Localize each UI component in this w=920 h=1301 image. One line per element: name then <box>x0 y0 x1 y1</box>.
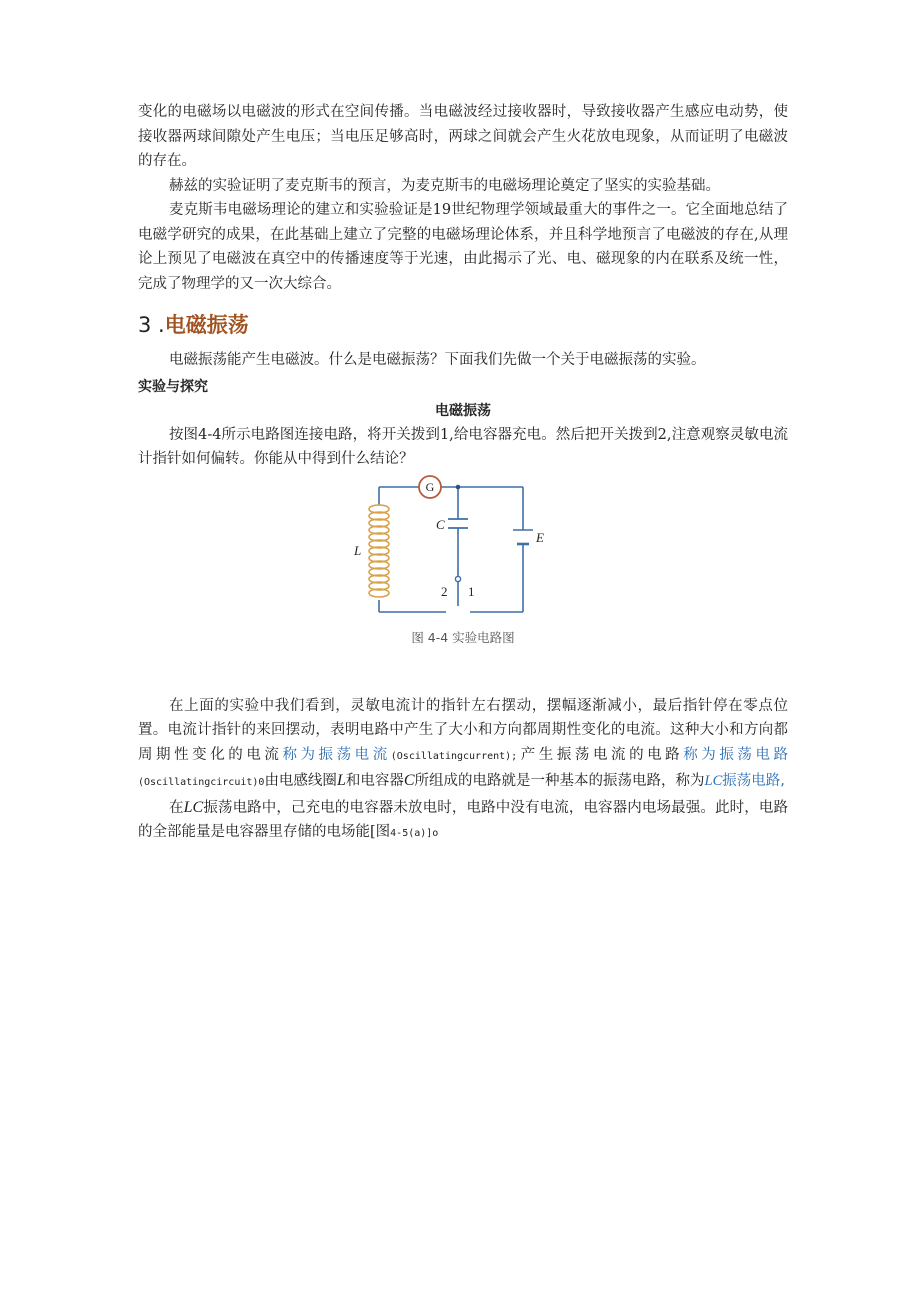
paragraph-hertz-experiment: 赫兹的实验证明了麦克斯韦的预言，为麦克斯韦的电磁场理论奠定了坚实的实验基础。 <box>169 177 720 194</box>
term-oscillating-current: 称为振荡电流 <box>282 746 391 763</box>
text-segment: 所组成的电路就是一种基本的振荡电路，称为 <box>414 773 705 789</box>
text-segment: 和电容器 <box>345 773 404 789</box>
paragraph-em-wave-propagation: 变化的电磁场以电磁波的形式在空间传播。当电磁波经过接收器时，导致接收器产生感应电动势，使接收器两球间隙处产生电压；当电压足够高时，两球之间就会产生火花放电现象，从而证明了电磁波的存在。 <box>138 104 788 169</box>
figure-caption: 图 4-4 实验电路图 <box>411 629 515 645</box>
paragraph-intro-oscillation: 电磁振荡能产生电磁波。什么是电磁振荡？下面我们先做一个关于电磁振荡的实验。 <box>169 352 706 368</box>
capacitor-icon <box>448 519 468 528</box>
label-e: E <box>536 529 544 545</box>
label-c: C <box>436 516 445 532</box>
section-number: 3 . <box>138 313 165 337</box>
term-oscillating-circuit: 称为振荡电路 <box>683 746 789 763</box>
experiment-label: 实验与探究 <box>138 378 208 395</box>
text-segment: 由电感线圈 <box>264 773 337 789</box>
circuit-diagram <box>354 478 558 623</box>
label-switch-2: 2 <box>441 583 448 599</box>
variable-l: L <box>336 772 346 789</box>
circuit-figure <box>138 478 788 668</box>
label-l: L <box>354 542 362 558</box>
document-page <box>138 100 788 847</box>
experiment-title: 电磁振荡 <box>435 402 491 419</box>
variable-lc: LC <box>183 798 204 816</box>
text-segment: 产生振荡电流的电路 <box>517 746 684 763</box>
figure-reference: 4-5(a)]o <box>390 828 439 839</box>
text-segment: 在 <box>169 799 184 816</box>
term-oscillating-circuit-en: (Oscillatingcircuit)0 <box>138 777 265 788</box>
paragraph-maxwell-theory: 麦克斯韦电磁场理论的建立和实验验证是19世纪物理学领域最重大的事件之一。它全面地总结了电磁学研究的成果，在此基础上建立了完整的电磁场理论体系，并且科学地预言了电磁波的存在,从理论上预见了电磁波在真空中的传播速度等于光速，由此揭示了光、电、磁现象的内在联系及统一性，完成了物理学的又一次大综合。 <box>138 202 788 292</box>
inductor-coil-icon <box>369 505 389 597</box>
term-lc: LC <box>704 773 723 789</box>
junction-dot <box>456 484 461 489</box>
term-lc-circuit: 振荡电路, <box>722 773 785 789</box>
term-oscillating-current-en: (Oscillatingcurrent); <box>390 750 518 762</box>
battery-icon <box>513 530 533 544</box>
variable-c: C <box>403 772 415 789</box>
circuit-wires <box>379 487 523 612</box>
text-segment: 在上面的实验中我们看到，灵敏电流计的指针左右摆动，摆幅逐渐减小，最后指针停在零点位置。电流计指针的来回摆动，表明电路中产生了大小和方向都周期性变化的电流。这种大小和方向都周期性变化的电流 <box>138 697 788 763</box>
section-title: 电磁振荡 <box>164 313 249 337</box>
label-g: G <box>425 479 435 494</box>
paragraph-lc-energy <box>138 796 788 847</box>
paragraph-experiment-steps: 按图4-4所示电路图连接电路，将开关拨到1,给电容器充电。然后把开关拨到2,注意观察灵敏电流计指针如何偏转。你能从中得到什么结论？ <box>138 426 788 467</box>
switch-pivot-icon <box>455 576 460 581</box>
paragraph-oscillating-current <box>138 694 788 796</box>
text-segment: 振荡电路中，己充电的电容器未放电时，电路中没有电流，电容器内电场最强。此时，电路的全部能量是电容器里存储的电场能[图 <box>138 799 789 840</box>
section-heading <box>138 308 788 342</box>
label-switch-1: 1 <box>468 583 475 599</box>
